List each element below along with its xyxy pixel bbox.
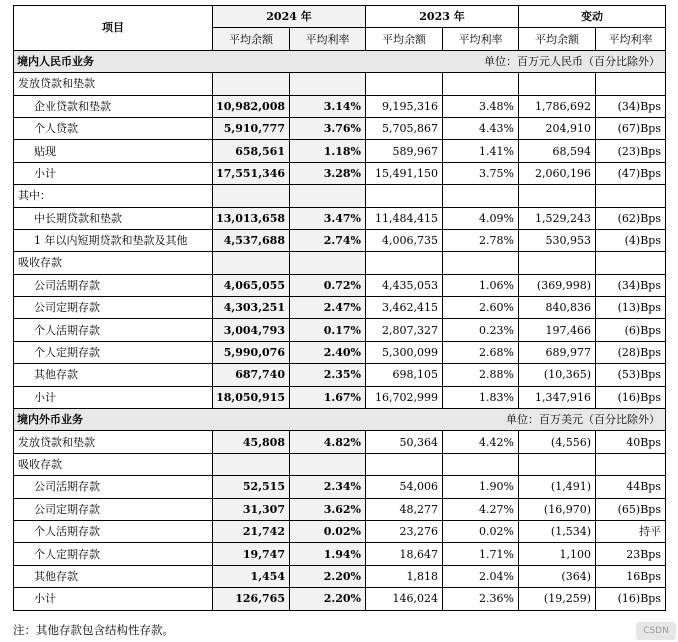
cell-change-balance	[519, 73, 596, 95]
cell-2024-rate: 4.82%	[290, 431, 366, 453]
cell-change-balance	[519, 252, 596, 274]
cell-2024-rate: 0.02%	[290, 520, 366, 542]
cell-change-rate: (34)Bps	[596, 274, 666, 296]
cell-2024-balance: 18,050,915	[213, 386, 290, 408]
cell-change-rate	[596, 453, 666, 475]
row-label: 发放贷款和垫款	[14, 431, 213, 453]
cell-change-balance: 204,910	[519, 117, 596, 139]
row-label: 公司定期存款	[14, 498, 213, 520]
cell-change-rate: (62)Bps	[596, 207, 666, 229]
cell-change-balance: (369,998)	[519, 274, 596, 296]
cell-2024-rate	[290, 185, 366, 207]
cell-2023-rate	[443, 453, 519, 475]
cell-2023-balance: 5,300,099	[366, 341, 443, 363]
table-row	[14, 588, 666, 610]
header-2023-rate: 平均利率	[443, 28, 519, 50]
cell-2023-rate: 4.43%	[443, 117, 519, 139]
header-change: 变动	[519, 6, 666, 28]
cell-2023-balance: 11,484,415	[366, 207, 443, 229]
cell-2023-balance: 3,462,415	[366, 297, 443, 319]
cell-2024-balance: 1,454	[213, 565, 290, 587]
cell-2023-rate: 2.88%	[443, 364, 519, 386]
cell-2024-balance: 5,910,777	[213, 117, 290, 139]
row-label: 公司活期存款	[14, 274, 213, 296]
cell-2024-balance: 4,303,251	[213, 297, 290, 319]
cell-2023-balance: 54,006	[366, 476, 443, 498]
header-2024-rate: 平均利率	[290, 28, 366, 50]
cell-change-balance: 68,594	[519, 140, 596, 162]
cell-change-rate: (13)Bps	[596, 297, 666, 319]
header-change-rate: 平均利率	[596, 28, 666, 50]
interest-rate-table	[13, 5, 666, 611]
cell-2023-rate: 4.09%	[443, 207, 519, 229]
cell-2023-rate: 3.48%	[443, 95, 519, 117]
cell-2024-rate: 2.20%	[290, 565, 366, 587]
cell-change-rate: (4)Bps	[596, 229, 666, 251]
cell-change-balance: (10,365)	[519, 364, 596, 386]
row-label: 其他存款	[14, 565, 213, 587]
section-row	[14, 409, 666, 431]
table-row	[14, 319, 666, 341]
cell-2023-balance: 146,024	[366, 588, 443, 610]
cell-change-rate: (16)Bps	[596, 588, 666, 610]
cell-change-rate	[596, 252, 666, 274]
cell-2023-rate: 1.06%	[443, 274, 519, 296]
table-row	[14, 297, 666, 319]
cell-2024-balance	[213, 73, 290, 95]
cell-2023-balance	[366, 73, 443, 95]
cell-2023-balance: 4,006,735	[366, 229, 443, 251]
cell-2023-rate: 2.36%	[443, 588, 519, 610]
cell-2024-rate: 2.74%	[290, 229, 366, 251]
cell-2024-rate: 1.18%	[290, 140, 366, 162]
cell-change-rate: (34)Bps	[596, 95, 666, 117]
row-label: 个人活期存款	[14, 319, 213, 341]
cell-2023-rate	[443, 185, 519, 207]
row-label: 吸收存款	[14, 453, 213, 475]
cell-2024-rate	[290, 453, 366, 475]
cell-2024-rate: 3.76%	[290, 117, 366, 139]
section-unit: 单位：百万元人民币（百分比除外）	[484, 54, 660, 68]
cell-change-rate: (65)Bps	[596, 498, 666, 520]
cell-2024-balance: 4,537,688	[213, 229, 290, 251]
section-header	[14, 409, 666, 431]
section-header	[14, 50, 666, 72]
cell-2024-rate: 0.17%	[290, 319, 366, 341]
cell-change-balance	[519, 453, 596, 475]
row-label: 贴现	[14, 140, 213, 162]
cell-change-balance: (1,534)	[519, 520, 596, 542]
table-row	[14, 95, 666, 117]
table-row	[14, 543, 666, 565]
table-body	[14, 6, 666, 611]
cell-2024-balance: 52,515	[213, 476, 290, 498]
header-row-years	[14, 6, 666, 28]
cell-2024-balance: 13,013,658	[213, 207, 290, 229]
cell-change-rate: 44Bps	[596, 476, 666, 498]
cell-2024-rate: 1.94%	[290, 543, 366, 565]
row-label: 小计	[14, 386, 213, 408]
cell-change-balance: 840,836	[519, 297, 596, 319]
cell-change-rate: (28)Bps	[596, 341, 666, 363]
cell-2023-balance	[366, 185, 443, 207]
row-label: 1 年以内短期贷款和垫款及其他	[14, 229, 213, 251]
cell-2023-rate: 0.23%	[443, 319, 519, 341]
section-row	[14, 50, 666, 72]
section-unit: 单位：百万美元（百分比除外）	[506, 413, 660, 427]
cell-change-balance: (19,259)	[519, 588, 596, 610]
table-row	[14, 252, 666, 274]
cell-change-balance: 1,529,243	[519, 207, 596, 229]
table-row	[14, 565, 666, 587]
cell-change-rate	[596, 73, 666, 95]
section-title: 境内外币业务	[17, 413, 83, 427]
cell-2024-rate: 2.20%	[290, 588, 366, 610]
header-2024-balance: 平均余额	[213, 28, 290, 50]
row-label: 个人定期存款	[14, 543, 213, 565]
cell-2024-rate	[290, 252, 366, 274]
cell-2024-rate	[290, 73, 366, 95]
cell-change-rate: 40Bps	[596, 431, 666, 453]
cell-2023-rate: 2.60%	[443, 297, 519, 319]
cell-change-rate: (47)Bps	[596, 162, 666, 184]
cell-2024-balance: 687,740	[213, 364, 290, 386]
cell-2024-balance	[213, 252, 290, 274]
cell-2023-balance: 15,491,150	[366, 162, 443, 184]
row-label: 公司活期存款	[14, 476, 213, 498]
row-label: 小计	[14, 162, 213, 184]
cell-change-rate: (6)Bps	[596, 319, 666, 341]
row-label: 个人定期存款	[14, 341, 213, 363]
table-row	[14, 364, 666, 386]
cell-2023-balance: 9,195,316	[366, 95, 443, 117]
cell-change-rate: (23)Bps	[596, 140, 666, 162]
cell-2024-rate: 0.72%	[290, 274, 366, 296]
cell-change-rate: (67)Bps	[596, 117, 666, 139]
cell-2024-balance: 31,307	[213, 498, 290, 520]
cell-2023-balance: 48,277	[366, 498, 443, 520]
cell-change-rate: (16)Bps	[596, 386, 666, 408]
cell-2023-balance: 589,967	[366, 140, 443, 162]
cell-2023-balance	[366, 453, 443, 475]
table-row	[14, 207, 666, 229]
cell-change-balance: (364)	[519, 565, 596, 587]
cell-2023-balance	[366, 252, 443, 274]
row-label: 吸收存款	[14, 252, 213, 274]
footnote: 注：其他存款包含结构性存款。	[13, 623, 174, 637]
cell-2024-rate: 2.40%	[290, 341, 366, 363]
cell-2024-balance: 45,808	[213, 431, 290, 453]
cell-change-balance	[519, 185, 596, 207]
cell-2024-balance: 4,065,055	[213, 274, 290, 296]
cell-change-balance: 689,977	[519, 341, 596, 363]
cell-2024-balance: 126,765	[213, 588, 290, 610]
row-label: 小计	[14, 588, 213, 610]
cell-2023-balance: 50,364	[366, 431, 443, 453]
cell-change-rate	[596, 185, 666, 207]
cell-2023-rate	[443, 252, 519, 274]
cell-change-rate: 持平	[596, 520, 666, 542]
table-row	[14, 520, 666, 542]
cell-change-balance: 1,347,916	[519, 386, 596, 408]
cell-change-balance: (1,491)	[519, 476, 596, 498]
cell-change-balance: 197,466	[519, 319, 596, 341]
cell-2024-balance: 658,561	[213, 140, 290, 162]
cell-2023-rate: 1.41%	[443, 140, 519, 162]
cell-change-rate: 16Bps	[596, 565, 666, 587]
cell-change-balance: (4,556)	[519, 431, 596, 453]
table-row	[14, 386, 666, 408]
table-row	[14, 431, 666, 453]
header-change-balance: 平均余额	[519, 28, 596, 50]
table-row	[14, 453, 666, 475]
header-2023: 2023 年	[366, 6, 519, 28]
cell-2023-rate: 1.83%	[443, 386, 519, 408]
cell-2023-rate: 2.68%	[443, 341, 519, 363]
cell-2023-balance: 698,105	[366, 364, 443, 386]
cell-2023-balance: 18,647	[366, 543, 443, 565]
table-row	[14, 229, 666, 251]
cell-2023-rate: 2.78%	[443, 229, 519, 251]
cell-2024-balance: 21,742	[213, 520, 290, 542]
row-label: 企业贷款和垫款	[14, 95, 213, 117]
row-label: 其中：	[14, 185, 213, 207]
cell-2023-balance: 16,702,999	[366, 386, 443, 408]
table-row	[14, 73, 666, 95]
cell-change-balance: 530,953	[519, 229, 596, 251]
table-row	[14, 274, 666, 296]
cell-change-balance: 1,100	[519, 543, 596, 565]
cell-2024-balance: 17,551,346	[213, 162, 290, 184]
row-label: 公司定期存款	[14, 297, 213, 319]
cell-2023-balance: 4,435,053	[366, 274, 443, 296]
watermark-logo: CSDN	[636, 622, 676, 640]
row-label: 中长期贷款和垫款	[14, 207, 213, 229]
cell-2024-rate: 2.35%	[290, 364, 366, 386]
cell-2023-balance: 5,705,867	[366, 117, 443, 139]
cell-2024-rate: 3.28%	[290, 162, 366, 184]
cell-2023-balance: 2,807,327	[366, 319, 443, 341]
cell-change-rate: 23Bps	[596, 543, 666, 565]
row-label: 个人活期存款	[14, 520, 213, 542]
cell-2023-rate: 2.04%	[443, 565, 519, 587]
row-label: 个人贷款	[14, 117, 213, 139]
cell-2023-rate: 1.90%	[443, 476, 519, 498]
cell-change-balance: 2,060,196	[519, 162, 596, 184]
cell-2024-rate: 1.67%	[290, 386, 366, 408]
cell-2023-rate: 0.02%	[443, 520, 519, 542]
section-title: 境内人民币业务	[17, 54, 94, 68]
table-row	[14, 162, 666, 184]
cell-change-balance: (16,970)	[519, 498, 596, 520]
cell-2024-balance: 5,990,076	[213, 341, 290, 363]
cell-2023-balance: 1,818	[366, 565, 443, 587]
cell-2024-rate: 2.34%	[290, 476, 366, 498]
header-item: 项目	[14, 6, 213, 51]
cell-2024-balance: 10,982,008	[213, 95, 290, 117]
row-label: 其他存款	[14, 364, 213, 386]
cell-2023-rate: 1.71%	[443, 543, 519, 565]
table-row	[14, 498, 666, 520]
cell-2024-rate: 3.14%	[290, 95, 366, 117]
cell-2023-rate: 3.75%	[443, 162, 519, 184]
table-row	[14, 476, 666, 498]
cell-2024-balance: 19,747	[213, 543, 290, 565]
cell-2024-rate: 3.47%	[290, 207, 366, 229]
table-row	[14, 117, 666, 139]
header-2023-balance: 平均余额	[366, 28, 443, 50]
table-row	[14, 185, 666, 207]
table-row	[14, 140, 666, 162]
cell-2024-balance	[213, 453, 290, 475]
row-label: 发放贷款和垫款	[14, 73, 213, 95]
cell-2024-rate: 2.47%	[290, 297, 366, 319]
cell-2023-rate	[443, 73, 519, 95]
table-row	[14, 341, 666, 363]
cell-2023-rate: 4.42%	[443, 431, 519, 453]
cell-change-balance: 1,786,692	[519, 95, 596, 117]
cell-2023-rate: 4.27%	[443, 498, 519, 520]
cell-2023-balance: 23,276	[366, 520, 443, 542]
cell-2024-rate: 3.62%	[290, 498, 366, 520]
cell-2024-balance: 3,004,793	[213, 319, 290, 341]
cell-2024-balance	[213, 185, 290, 207]
cell-change-rate: (53)Bps	[596, 364, 666, 386]
header-2024: 2024 年	[213, 6, 366, 28]
